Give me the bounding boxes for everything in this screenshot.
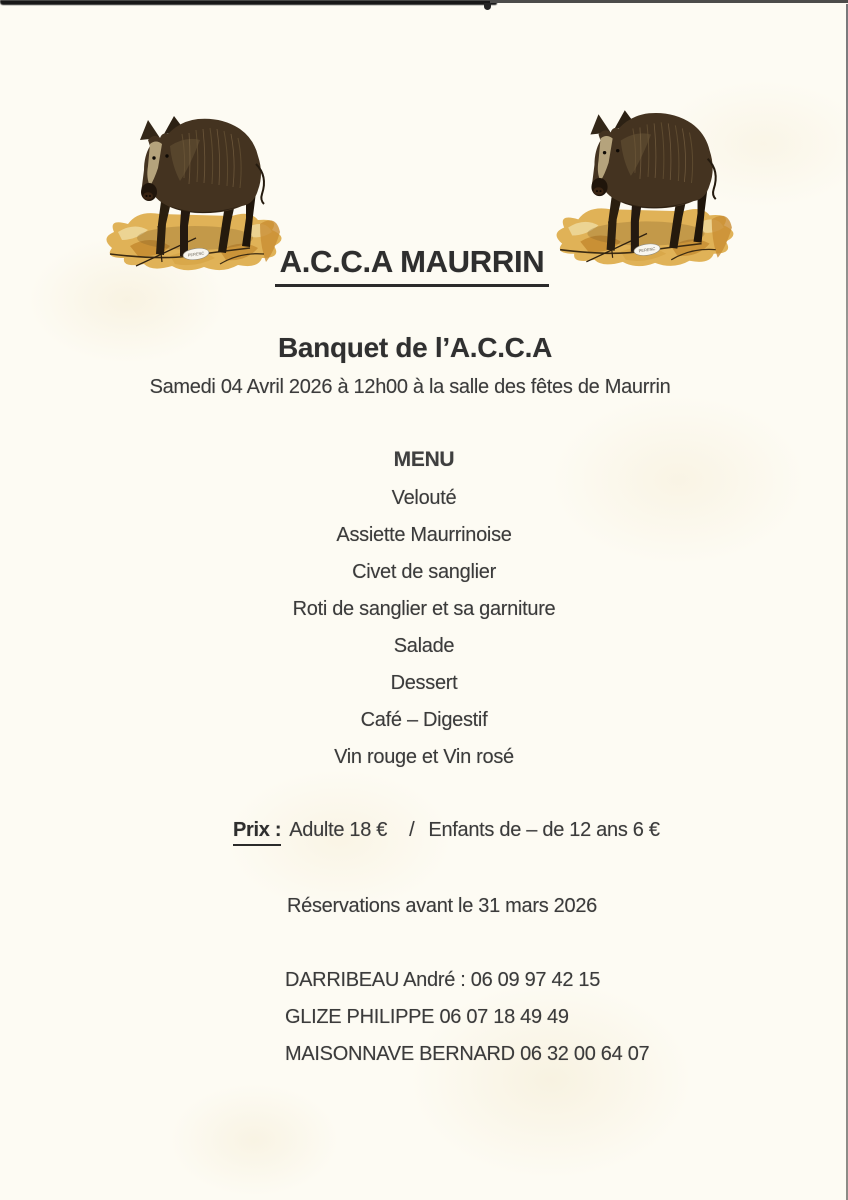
menu-item: Civet de sanglier	[352, 561, 496, 583]
menu-heading: MENU	[393, 448, 455, 471]
menu-item: Velouté	[391, 487, 457, 509]
scan-artifact-top-left	[0, 0, 497, 5]
menu-item: Assiette Maurrinoise	[336, 524, 512, 546]
contact-list	[285, 962, 649, 1073]
contact-line: GLIZE PHILIPPE 06 07 18 49 49	[285, 1006, 569, 1028]
reservation-note: Réservations avant le 31 mars 2026	[287, 895, 597, 917]
price-label: Prix :	[233, 818, 281, 846]
price-children: Enfants de – de 12 ans 6 €	[428, 819, 660, 841]
event-date-line: Samedi 04 Avril 2026 à 12h00 à la salle des fêtes de Maurrin	[149, 376, 671, 398]
scan-artifact-notch	[484, 3, 491, 10]
menu-list	[0, 480, 848, 776]
boar-illustration-right	[550, 100, 742, 267]
scan-artifact-top-right	[490, 0, 848, 3]
contact-line: MAISONNAVE BERNARD 06 32 00 64 07	[285, 1043, 650, 1065]
menu-item: Vin rouge et Vin rosé	[334, 746, 514, 768]
menu-item: Roti de sanglier et sa garniture	[292, 598, 556, 620]
contact-line: DARRIBEAU André : 06 09 97 42 15	[285, 969, 601, 991]
event-title: Banquet de l’A.C.C.A	[277, 332, 552, 363]
menu-item: Salade	[393, 635, 455, 657]
price-separator: /	[409, 819, 415, 841]
menu-item: Café – Digestif	[360, 709, 488, 731]
page-title-text: A.C.C.A MAURRIN	[275, 244, 550, 287]
page-title	[0, 244, 824, 287]
price-line	[233, 818, 660, 846]
menu-item: Dessert	[390, 672, 458, 694]
price-adult: Adulte 18 €	[289, 819, 388, 841]
